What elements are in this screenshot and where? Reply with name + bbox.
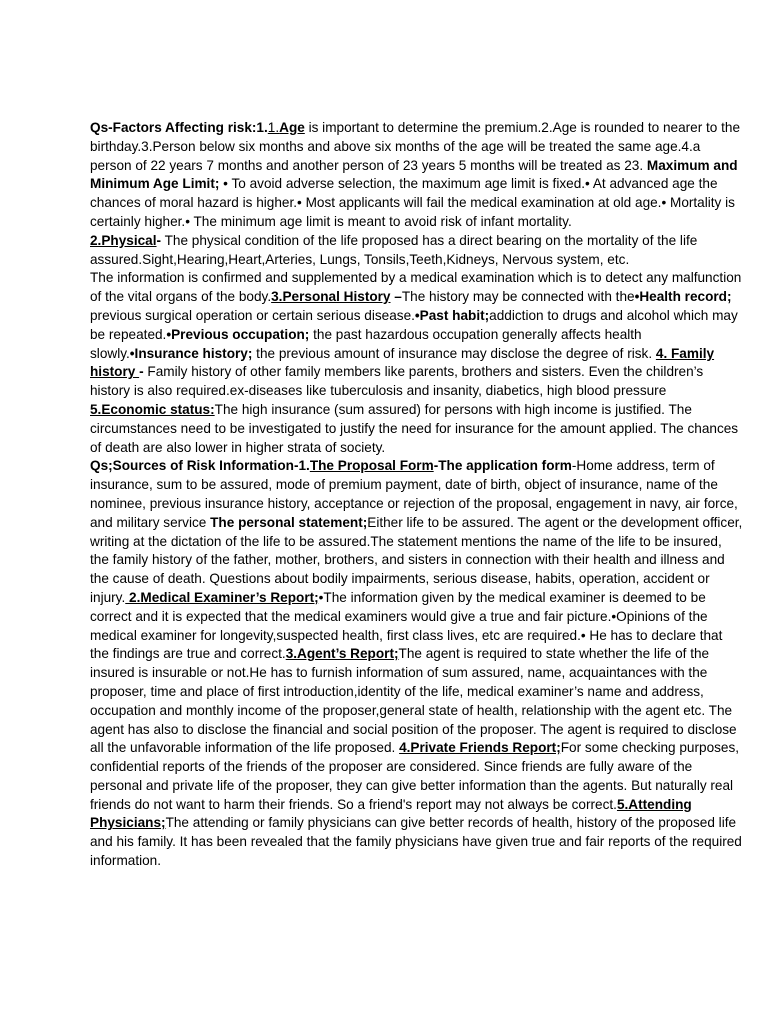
text-run: 1. <box>267 120 280 135</box>
text-run: The high insurance (sum assured) for persons with high income is justified. The circumstances need to be investigated to justify the need for insurance for the amount applied. The chances of death are also lower in higher strata of society. <box>90 401 739 455</box>
heading-health-record: •Health record; <box>634 289 732 305</box>
text-run: For some checking purposes, confidential reports of the friends of the proposer are considered. Since friends are fully aware of the personal and private life of the proposer, they can give better information than the agents. But naturally real friends do not want to harm their friends. So a friend's report may not always be correct. <box>90 740 740 812</box>
text-run: is important to determine the premium.2.Age is rounded to nearer to the birthday.3.Person below six months and above six months of the age will be treated the same age.4.a person of 22 years 7 months and another person of 23 years 5 months will be treated as 23. <box>90 120 741 173</box>
text-run: -Home address, term of insurance, sum to be assured, mode of premium payment, date of birth, object of insurance, name of the nominee, previous insurance history, acceptance or rejection of the proposal, engagement in navy, air force, and military service <box>90 458 738 530</box>
paragraph-factors-affecting-risk <box>90 119 744 232</box>
text-run: the previous amount of insurance may disclose the degree of risk. <box>252 345 656 361</box>
heading-physical: 2.Physical <box>90 232 157 248</box>
heading-private-friends-report: 4.Private Friends Report; <box>399 740 561 756</box>
text-run: Either life to be assured. The agent or the development officer, writing at the dictation of the life to be assured.The statement mentions the name of the life to be insured, the family history of the father, mother, brothers, and sisters in connection with their health and illness and the cause of death. Questions about bodily impairments, serious disease, habits, operation, accident or injury. <box>90 514 743 605</box>
paragraph-sources-of-risk <box>90 457 744 871</box>
document-body <box>90 119 744 871</box>
paragraph-medical-history <box>90 269 744 457</box>
heading-personal-statement: The personal statement; <box>210 514 368 530</box>
heading-past-habit: •Past habit; <box>414 307 490 323</box>
text-run: - <box>139 364 144 380</box>
text-run: The history may be connected with the <box>401 289 635 305</box>
question-heading-sources: Qs;Sources of Risk Information-1. <box>90 458 310 474</box>
text-run: • To avoid adverse selection, the maximum age limit is fixed.• At advanced age the chances of moral hazard is higher.• Most applicants will fail the medical examination at old age.• Mortality is certainly higher.• The minimum age limit is meant to avoid risk of infant mortality. <box>90 176 735 229</box>
heading-age-limit: Maximum and Minimum Age Limit; <box>90 157 738 192</box>
text-run: The agent is required to state whether the life of the insured is insurable or not.He has to furnish information of sum assured, name, acquaintances with the proposer, time and place of first introduction,identity of the life, medical examiner’s name and address, occupation and monthly income of the proposer,general state of health, relationship with the agent etc. The agent has also to disclose the financial and social position of the proposer. The agent is required to disclose all the unfavorable information of the life proposed. <box>90 646 737 756</box>
text-run: - <box>156 232 162 248</box>
text-run: addiction to drugs and alcohol which may be repeated. <box>90 307 738 342</box>
heading-previous-occupation: •Previous occupation; <box>166 326 310 342</box>
text-run: The physical condition of the life proposed has a direct bearing on the mortality of the life assured.Sight,Hearing,Heart,Arteries, Lungs, Tonsils,Teeth,Kidneys, Nervous system, etc. <box>90 232 698 267</box>
text-run: Family history of other family members like parents, brothers and sisters. Even the children’s history is also required.ex-diseases like tuberculosis and insanity, diabetics, high blood pressure <box>90 364 704 399</box>
heading-family-history: 4. Family history <box>90 345 715 380</box>
question-heading: Qs-Factors Affecting risk <box>90 120 252 135</box>
heading-medical-examiner-report: 2.Medical Examiner’s Report; <box>125 589 319 605</box>
text-run: the past hazardous occupation generally affects health slowly. <box>90 326 642 361</box>
text-run: – <box>390 289 402 305</box>
heading-insurance-history: •Insurance history; <box>129 345 253 361</box>
heading-economic-status: 5.Economic status: <box>90 401 215 417</box>
text-run: The attending or family physicians can give better records of health, history of the proposed life and his family. It has been revealed that the family physicians have given true and fair reports of the required information. <box>90 815 742 869</box>
heading-proposal-form: The Proposal Form <box>309 458 434 474</box>
heading-agent-report: 3.Agent’s Report; <box>285 646 399 662</box>
paragraph-physical <box>90 232 744 270</box>
heading-attending-physicians: 5.Attending Physicians; <box>90 796 692 831</box>
text-run: :1. <box>251 120 268 135</box>
text-run: •The information given by the medical examiner is deemed to be correct and it is expected that the medical examiners would give a true and fair picture.•Opinions of the medical examiner for longevity,suspected health, first class lives, etc are required.• He has to declare that the findings are true and correct. <box>90 589 723 662</box>
heading-personal-history: 3.Personal History <box>271 289 391 305</box>
heading-application-form: -The application form <box>433 458 572 474</box>
heading-age: Age <box>279 120 305 135</box>
text-run: The information is confirmed and supplemented by a medical examination which is to detect any malfunction of the vital organs of the body. <box>90 270 742 305</box>
text-run: previous surgical operation or certain serious disease. <box>90 307 415 323</box>
